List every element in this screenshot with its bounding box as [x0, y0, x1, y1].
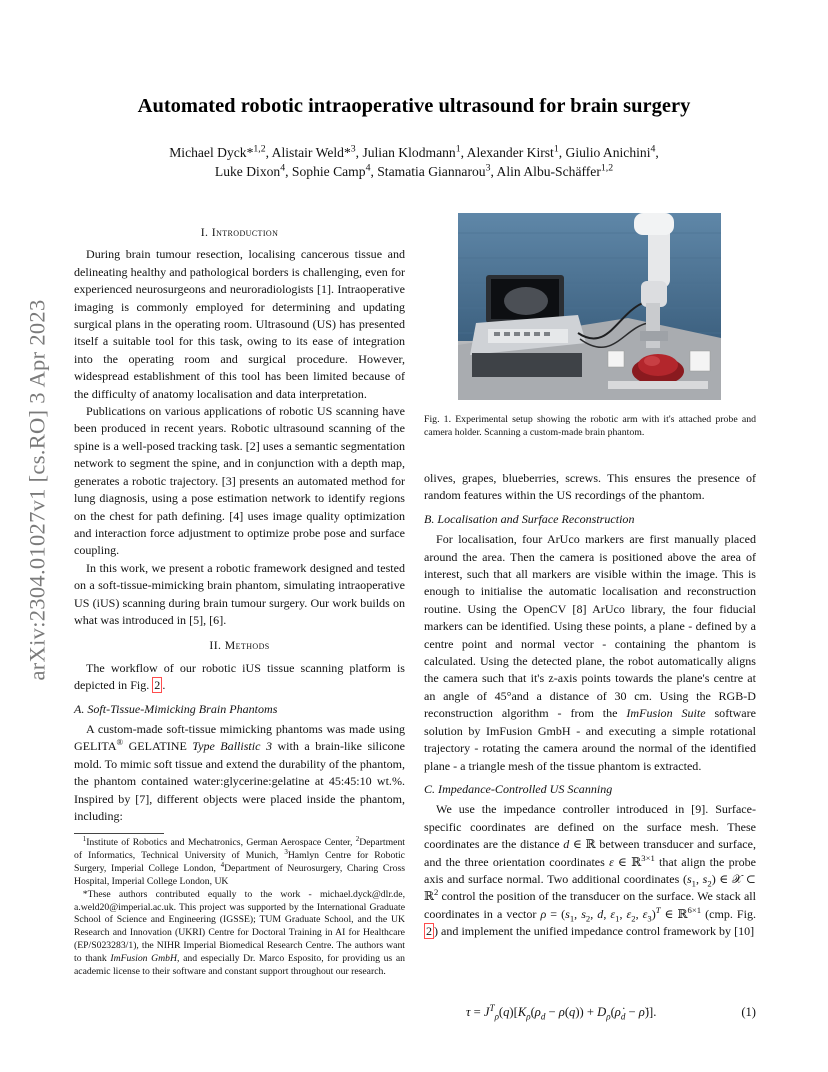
author-line-2: Luke Dixon$^4$, Sophie Camp$^4$, Stamatia Giannarou$^3$, Alin Albu-Schäffer$^{1,2}$ — [214, 162, 614, 179]
paper-title: Automated robotic intraoperative ultrasound for brain surgery — [137, 95, 691, 117]
arxiv-identifier-text: arXiv:2304.01027v1 [cs.RO] 3 Apr 2023 — [25, 299, 51, 681]
right-column — [424, 470, 756, 941]
phantom-paragraph: A custom-made soft-tissue mimicking phantoms was made using GELITA® GELATINE Type Ballistic 3 with a brain-like silicone mold. To mimic soft tissue and extend the durability of the phantom, the phantom contained water:glycerine:gelatine at 45:45:10 wt.%. Inspired by [7], different objects were placed inside the phantom, including: — [74, 721, 405, 823]
subsection-heading-phantoms: A. Soft-Tissue-Mimicking Brain Phantoms — [74, 701, 278, 716]
equation-1 — [466, 1002, 756, 1022]
experimental-setup-illustration — [458, 213, 721, 400]
section-heading-methods: II. Methods — [209, 638, 270, 653]
left-column — [74, 218, 405, 825]
footnote-contributions: *These authors contributed equally to the work - michael.dyck@dlr.de, a.weld20@imperial.ac.uk. This project was supported by the International Graduate School of Science and Engineering (IGSSE); TUM Graduate School, and the UK Research and Innovation (UKRI) Centre for Doctoral Training in AI for Healthcare (EP/S023283/1), the NIHR Imperial Biomedical Research Centre. The authors want to thank ImFusion GmbH, and especially Dr. Marco Esposito, for providing us an academic license to their software and constant support throughout our research. — [74, 888, 405, 978]
footnote-rule — [74, 833, 164, 834]
figure-1-caption: Fig. 1. Experimental setup showing the robotic arm with it's attached probe and camera holder. Scanning a custom-made brain phantom. — [424, 414, 756, 438]
section-heading-introduction: I. Introduction — [200, 225, 279, 239]
figure-2-link[interactable]: 2 — [154, 678, 161, 693]
localisation-paragraph: For localisation, four ArUco markers are first manually placed around the area. Then the camera is positioned above the area of interest, such that all markers are visible within the image. This is enough to initialise the automatic localisation and reconstruction routine. Using the OpenCV [8] ArUco library, the four fiducial markers can be identified. Using these points, a plane - defined by a centre point and normal vector - containing the phantom is calculated. Using the detected plane, the robot automatically aligns the camera such that it's z-axis points towards the plane's centre at an angle of 45°and a distance of 30 cm. Using the RGB-D reconstruction algorithm - from the ImFusion Suite software solution by ImFusion GmbH - and executing a simple rotational trajectory - rotating the camera around the normal of the identified plane - a triangle mesh of the tissue phantom is extracted. — [424, 532, 756, 773]
arxiv-identifier — [18, 290, 58, 690]
subsection-heading-localisation: B. Localisation and Surface Reconstruction — [424, 511, 635, 526]
footnotes — [74, 833, 405, 979]
methods-paragraph-1: The workflow of our robotic iUS tissue scanning platform is depicted in Fig. 2 . — [74, 660, 405, 693]
impedance-paragraph: We use the impedance controller introduced in [9]. Surface-specific coordinates are defined on the surface mesh. These coordinates are the distance d ∈ ℝ between transducer and surface, and the three orientation coordinates ε ∈ ℝ$^{3\times 1}$ that align the probe axis and surface normal. Two additional coordinates ($s_1$, $s_2$) ∈ 𝒳 ⊂ ℝ$^2$ control the position of the transducer on the surface. We stack all coordinates in a vector $\rho = (s_1$, $s_2$, d, $\varepsilon_1$, $\varepsilon_2$, $\varepsilon_3)^T$ ∈ ℝ$^{6\times 1}$ (cmp. Fig. 2 ) and implement the unified impedance control framework by [10] — [424, 802, 757, 939]
intro-paragraph-3: In this work, we present a robotic framework designed and tested on a soft-tissue-mimicking brain phantom, simulating intraoperative US (iUS) scanning during brain tumour surgery. Our work builds on what was introduced in [5], [6]. — [74, 560, 405, 627]
figure-2-link-2[interactable]: 2 — [426, 924, 433, 939]
equation-1-number: (1) — [741, 1005, 756, 1019]
author-list — [90, 143, 738, 181]
phantom-paragraph-continued: olives, grapes, blueberries, screws. This ensures the presence of random features within the US recordings of the phantom. — [424, 471, 756, 503]
intro-paragraph-1: During brain tumour resection, localising cancerous tissue and delineating healthy and pathological borders is challenging, even for experienced neurosurgeons and neuroradiologists [1]. Intraoperative imaging is commonly employed for determining and updating surgical plans in the operating room. Ultrasound (US) has presented itself a suitable tool for this task, owing to its ease of integration into the operating room and surgical procedure. However, widespread establishment of this tool has been limited because of the difficulty of anatomy localisation and data interpretation. — [74, 247, 405, 401]
figure-1-photo — [458, 213, 721, 400]
equation-1-body: $\tau = J^T_\rho(q)[K_\rho(\rho_d - \rho(q))$ + $D_\rho(\rhȯ_d$ − ρ̇)]. — [466, 1002, 657, 1022]
footnote-affiliations: $^1$Institute of Robotics and Mechatronics, German Aerospace Center, $^2$Department of Informatics, Technical University of Munich, $^3$Hamlyn Centre for Robotic Surgery, Imperial College London, $^4$Department of Neurosurgery, Charing Cross Hospital, Imperial College London, UK — [74, 834, 405, 887]
subsection-heading-impedance: C. Impedance-Controlled US Scanning — [424, 781, 613, 796]
author-line-1: Michael Dyck*$^{1,2}$, Alistair Weld*$^3$, Julian Klodmann$^1$, Alexander Kirst$^1$, Giulio Anichini$^4$, — [169, 143, 659, 160]
intro-paragraph-2: Publications on various applications of robotic US scanning have been produced in recent years. Robotic ultrasound scanning of the spine is a well-posed tracking task. [2] uses a semantic segmentation network to segment the spine, and in conjunction with a depth map, generates a robotic trajectory. [3] presents an automated method for lung diagnosis, using a pose estimation network to identify regions on the chest for path defining. [4] uses image quality optimization and interaction force adjustment to optimize probe pose and surface coupling. — [74, 404, 405, 558]
